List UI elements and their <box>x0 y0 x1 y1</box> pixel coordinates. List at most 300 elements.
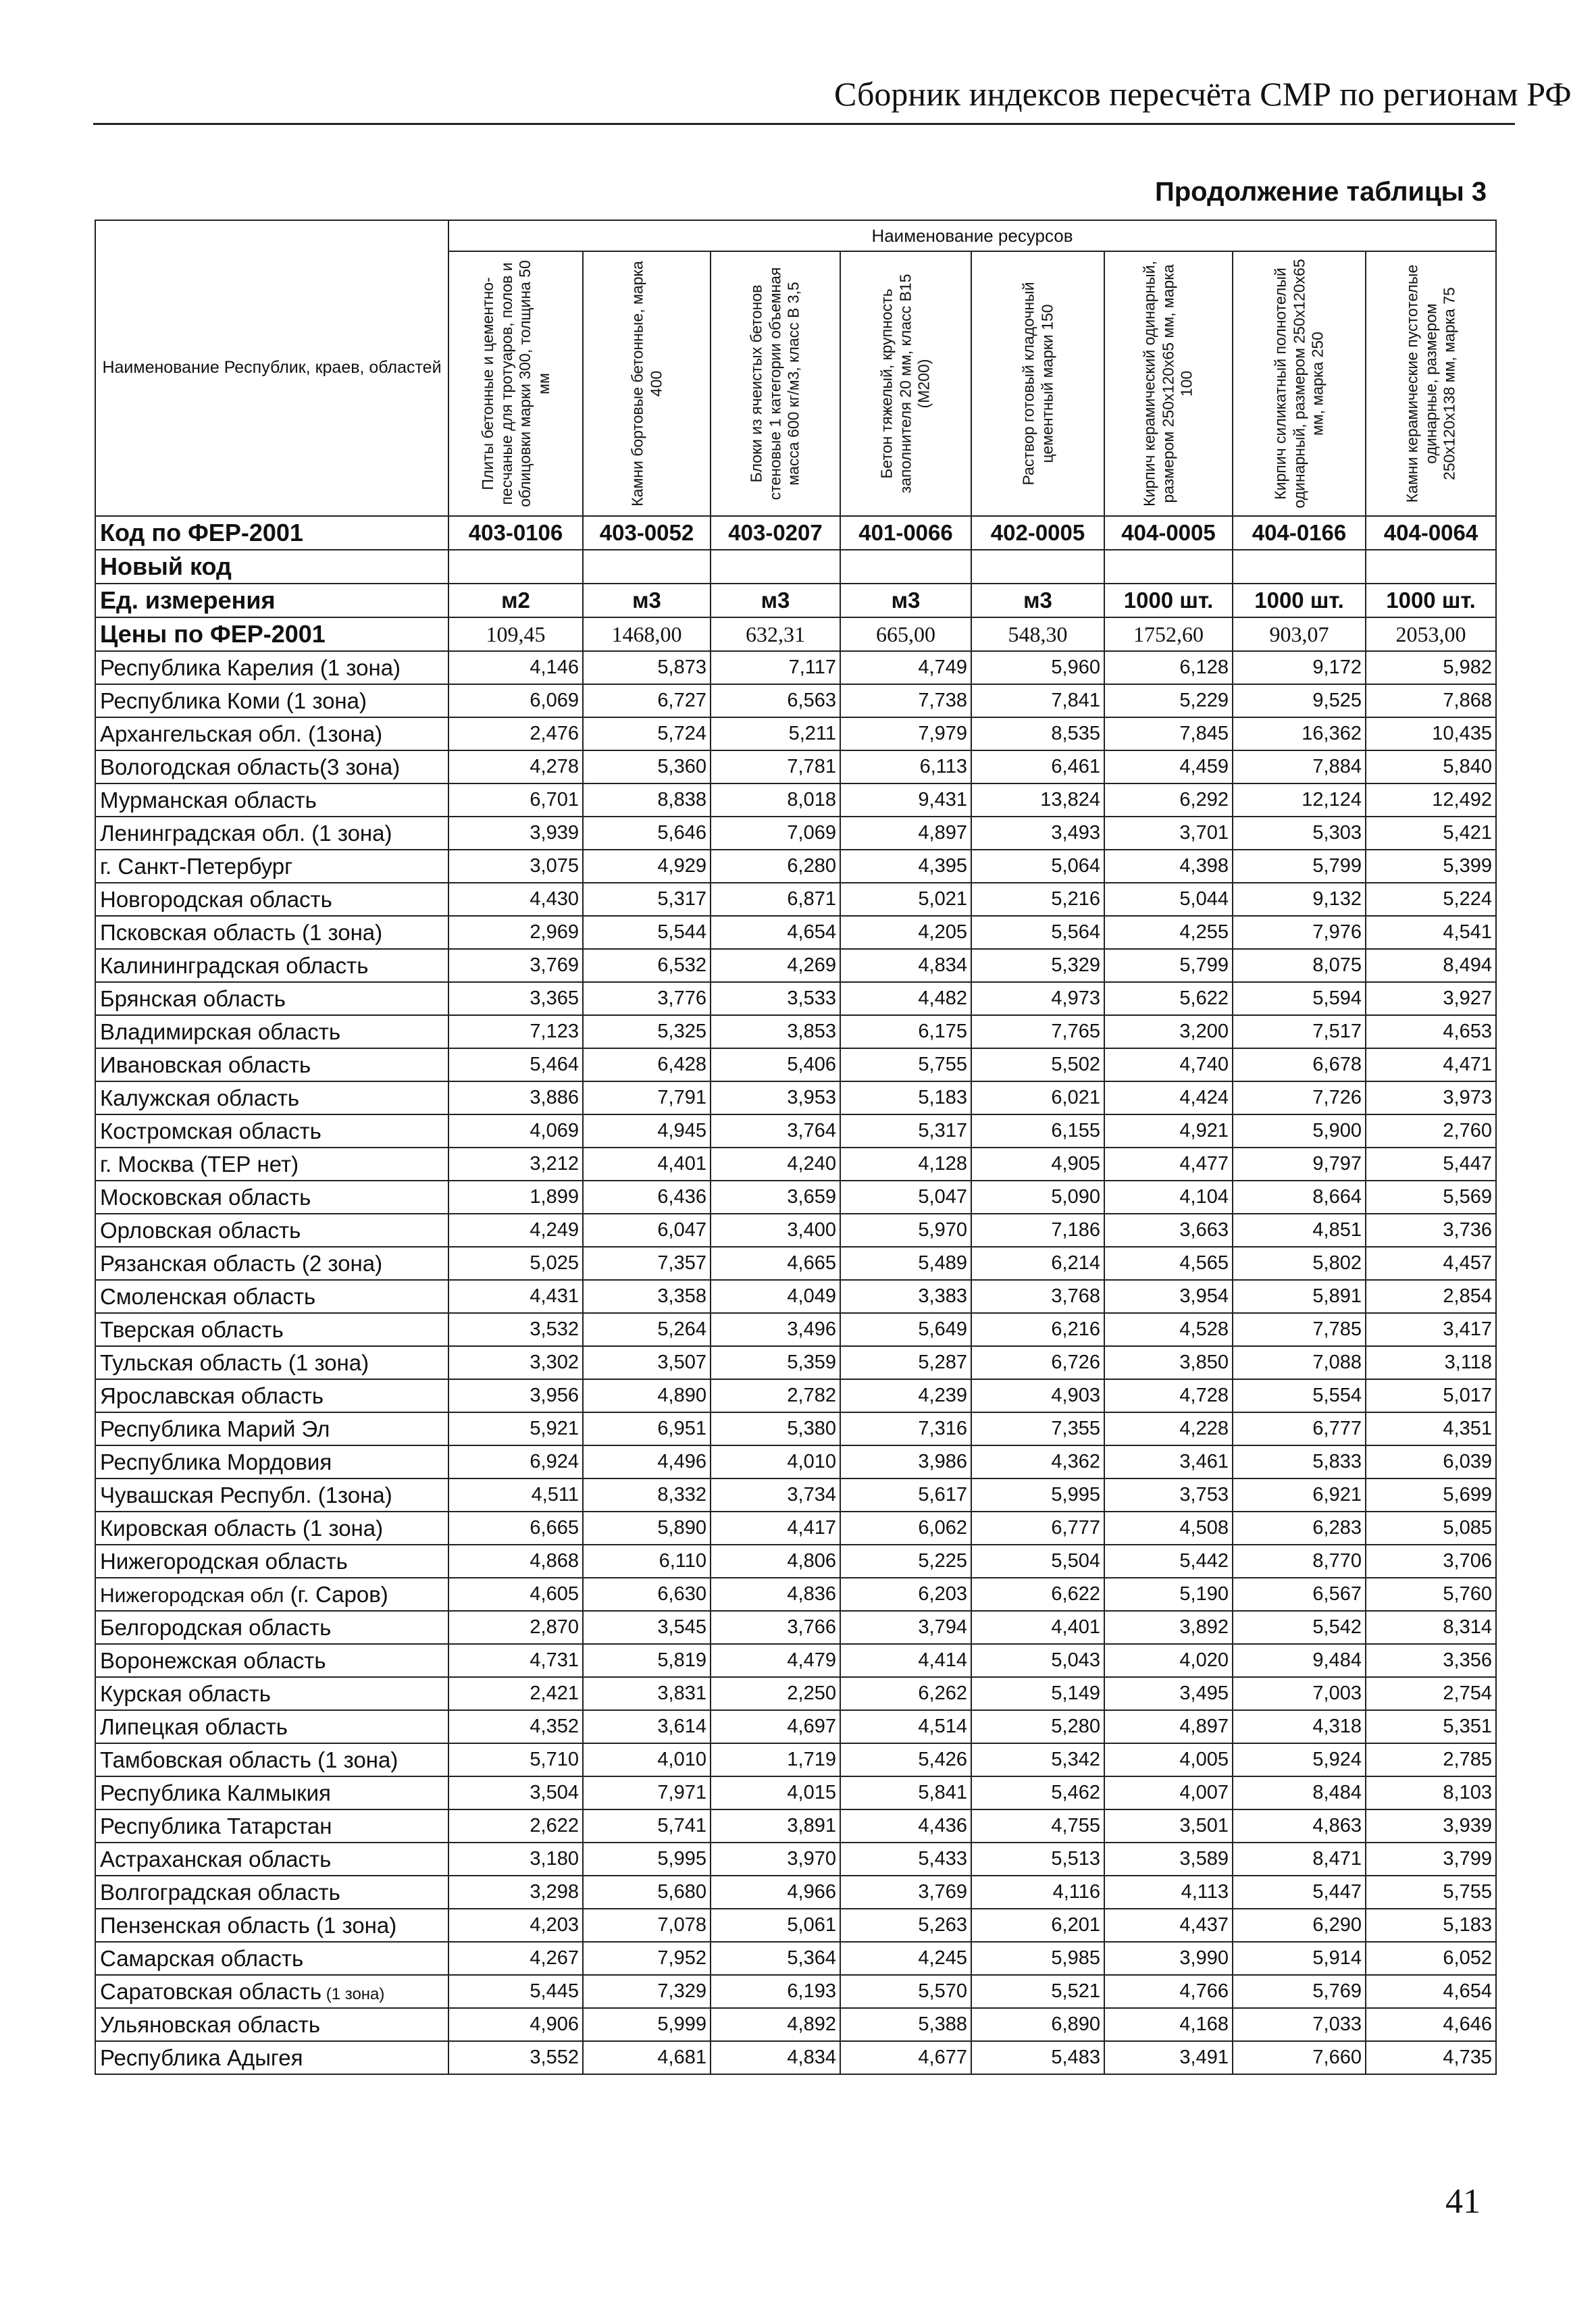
table-row <box>95 783 1496 817</box>
index-value: 9,525 <box>1233 684 1366 717</box>
resource-code: 403-0207 <box>711 516 840 550</box>
region-name <box>95 1876 448 1909</box>
region-label: Тверская область <box>100 1316 284 1342</box>
index-value: 3,986 <box>840 1445 971 1479</box>
index-value: 5,542 <box>1233 1611 1366 1644</box>
index-value: 7,791 <box>583 1081 711 1114</box>
index-value: 3,533 <box>711 982 840 1015</box>
index-value: 4,401 <box>583 1148 711 1181</box>
resource-column-title: Плиты бетонные и цементно-песчаные для тротуаров, полов и облицовки марки 300, толщина 50 мм <box>478 260 552 507</box>
index-value: 4,514 <box>840 1710 971 1743</box>
index-value: 5,445 <box>448 1975 583 2008</box>
index-value: 8,075 <box>1233 949 1366 982</box>
table-row <box>95 1412 1496 1445</box>
index-value: 6,777 <box>971 1512 1104 1545</box>
index-value: 4,352 <box>448 1710 583 1743</box>
resource-code: 404-0064 <box>1366 516 1496 550</box>
index-value: 4,945 <box>583 1114 711 1148</box>
index-value: 4,508 <box>1104 1512 1233 1545</box>
index-value: 8,770 <box>1233 1545 1366 1578</box>
resource-column-title: Бетон тяжелый, крупность заполнителя 20 мм, класс В15 (М200) <box>877 274 933 494</box>
index-value: 6,128 <box>1104 651 1233 684</box>
index-value: 5,617 <box>840 1479 971 1512</box>
index-value: 7,765 <box>971 1015 1104 1048</box>
index-value: 7,976 <box>1233 916 1366 949</box>
index-value: 4,740 <box>1104 1048 1233 1081</box>
index-value: 3,973 <box>1366 1081 1496 1114</box>
region-name <box>95 1743 448 1776</box>
new-code-cell <box>583 550 711 584</box>
index-value: 3,417 <box>1366 1313 1496 1346</box>
index-value: 3,496 <box>711 1313 840 1346</box>
region-name <box>95 1843 448 1876</box>
index-value: 5,090 <box>971 1181 1104 1214</box>
resource-column-title: Раствор готовый кладочный цементный марки 150 <box>1019 282 1056 486</box>
index-value: 3,927 <box>1366 982 1496 1015</box>
index-value: 7,781 <box>711 750 840 783</box>
index-value: 4,007 <box>1104 1776 1233 1809</box>
index-value: 5,504 <box>971 1545 1104 1578</box>
index-value: 6,113 <box>840 750 971 783</box>
region-column-header: Наименование Республик, краев, областей <box>95 220 448 516</box>
index-value: 3,614 <box>583 1710 711 1743</box>
index-value: 5,388 <box>840 2008 971 2041</box>
index-value: 7,033 <box>1233 2008 1366 2041</box>
index-value: 4,267 <box>448 1942 583 1975</box>
region-name <box>95 1048 448 1081</box>
table-row <box>95 1677 1496 1710</box>
index-value: 5,280 <box>971 1710 1104 1743</box>
price-cell: 1752,60 <box>1104 617 1233 651</box>
index-value: 3,799 <box>1366 1843 1496 1876</box>
unit-cell: м3 <box>840 584 971 617</box>
index-value: 5,799 <box>1233 850 1366 883</box>
table-row <box>95 1015 1496 1048</box>
resources-group-header: Наименование ресурсов <box>448 220 1496 251</box>
index-value: 5,970 <box>840 1214 971 1247</box>
region-label: Республика Калмыкия <box>100 1780 331 1805</box>
table-row <box>95 1909 1496 1942</box>
index-value: 5,483 <box>971 2041 1104 2074</box>
table-row <box>95 1247 1496 1280</box>
index-value: 4,903 <box>971 1379 1104 1412</box>
region-label: Саратовская область <box>100 1978 322 2004</box>
index-value: 6,436 <box>583 1181 711 1214</box>
unit-cell: м3 <box>711 584 840 617</box>
index-value: 7,726 <box>1233 1081 1366 1114</box>
region-label: Республика Татарстан <box>100 1813 332 1839</box>
index-value: 4,430 <box>448 883 583 916</box>
unit-cell: м3 <box>583 584 711 617</box>
index-value: 4,836 <box>711 1578 840 1611</box>
resource-column-title: Кирпич силикатный полнотелый одинарный, размером 250х120х65 мм, марка 250 <box>1271 259 1327 509</box>
index-value: 5,025 <box>448 1247 583 1280</box>
index-value: 4,868 <box>448 1545 583 1578</box>
index-value: 5,819 <box>583 1644 711 1677</box>
index-value: 6,727 <box>583 684 711 717</box>
region-name <box>95 1379 448 1412</box>
index-value: 7,738 <box>840 684 971 717</box>
index-value: 4,437 <box>1104 1909 1233 1942</box>
region-label: Республика Коми (1 зона) <box>100 688 367 713</box>
index-value: 3,552 <box>448 2041 583 2074</box>
index-value: 4,049 <box>711 1280 840 1313</box>
region-name <box>95 1214 448 1247</box>
index-value: 2,782 <box>711 1379 840 1412</box>
index-value: 5,061 <box>711 1909 840 1942</box>
index-value: 6,567 <box>1233 1578 1366 1611</box>
index-value: 6,155 <box>971 1114 1104 1148</box>
resource-column-header <box>1366 251 1496 516</box>
index-value: 4,318 <box>1233 1710 1366 1743</box>
index-value: 4,116 <box>971 1876 1104 1909</box>
index-value: 4,735 <box>1366 2041 1496 2074</box>
index-value: 8,664 <box>1233 1181 1366 1214</box>
new-code-cell <box>448 550 583 584</box>
index-value: 5,570 <box>840 1975 971 2008</box>
index-value: 5,513 <box>971 1843 1104 1876</box>
index-value: 3,853 <box>711 1015 840 1048</box>
region-name <box>95 1280 448 1313</box>
resource-column-header <box>448 251 583 516</box>
table-row <box>95 1148 1496 1181</box>
table-row <box>95 684 1496 717</box>
index-value: 6,201 <box>971 1909 1104 1942</box>
region-label: Нижегородская обл <box>100 1584 284 1607</box>
index-value: 5,760 <box>1366 1578 1496 1611</box>
index-value: 6,062 <box>840 1512 971 1545</box>
table-caption: Продолжение таблицы 3 <box>1155 177 1487 207</box>
index-value: 8,535 <box>971 717 1104 750</box>
price-cell: 632,31 <box>711 617 840 651</box>
index-value: 5,317 <box>840 1114 971 1148</box>
table-row <box>95 1048 1496 1081</box>
region-name <box>95 1015 448 1048</box>
region-label: Ярославская область <box>100 1383 324 1408</box>
unit-cell: 1000 шт. <box>1104 584 1233 617</box>
index-value: 5,044 <box>1104 883 1233 916</box>
region-name <box>95 783 448 817</box>
region-note: (1 зона) <box>321 1984 385 2003</box>
index-value: 4,511 <box>448 1479 583 1512</box>
index-value: 6,052 <box>1366 1942 1496 1975</box>
index-value: 6,039 <box>1366 1445 1496 1479</box>
region-label: Тульская область (1 зона) <box>100 1349 369 1375</box>
index-value: 3,970 <box>711 1843 840 1876</box>
region-label: Пензенская область (1 зона) <box>100 1912 397 1938</box>
index-value: 4,731 <box>448 1644 583 1677</box>
index-value: 3,212 <box>448 1148 583 1181</box>
table-row <box>95 1710 1496 1743</box>
index-value: 7,785 <box>1233 1313 1366 1346</box>
index-value: 7,316 <box>840 1412 971 1445</box>
index-value: 5,995 <box>583 1843 711 1876</box>
index-value: 8,332 <box>583 1479 711 1512</box>
index-value: 4,431 <box>448 1280 583 1313</box>
region-label: Ивановская область <box>100 1052 311 1077</box>
index-value: 5,833 <box>1233 1445 1366 1479</box>
resource-column-title: Кирпич керамический одинарный, размером 250х120х65 мм, марка 100 <box>1140 261 1195 507</box>
region-name <box>95 651 448 684</box>
index-value: 6,924 <box>448 1445 583 1479</box>
index-value: 3,956 <box>448 1379 583 1412</box>
index-value: 4,362 <box>971 1445 1104 1479</box>
index-value: 4,069 <box>448 1114 583 1148</box>
table-row <box>95 1081 1496 1114</box>
region-label: Воронежская область <box>100 1647 326 1673</box>
region-label: Новгородская область <box>100 886 332 912</box>
table-row <box>95 1611 1496 1644</box>
region-label: Костромская область <box>100 1118 321 1143</box>
index-value: 6,175 <box>840 1015 971 1048</box>
index-value: 6,069 <box>448 684 583 717</box>
region-name <box>95 1975 448 2008</box>
index-value: 4,528 <box>1104 1313 1233 1346</box>
index-value: 5,447 <box>1366 1148 1496 1181</box>
index-value: 5,021 <box>840 883 971 916</box>
resource-column-header <box>1104 251 1233 516</box>
table-row <box>95 1114 1496 1148</box>
index-value: 4,010 <box>711 1445 840 1479</box>
region-label: Калужская область <box>100 1085 300 1110</box>
region-name <box>95 1809 448 1843</box>
index-value: 7,971 <box>583 1776 711 1809</box>
region-label: Ульяновская область <box>100 2011 321 2037</box>
index-value: 4,665 <box>711 1247 840 1280</box>
table-row <box>95 883 1496 916</box>
index-value: 3,075 <box>448 850 583 883</box>
index-value: 5,264 <box>583 1313 711 1346</box>
index-value: 6,047 <box>583 1214 711 1247</box>
index-value: 4,755 <box>971 1809 1104 1843</box>
index-value: 4,104 <box>1104 1181 1233 1214</box>
resource-index-table <box>95 220 1497 2075</box>
index-value: 8,471 <box>1233 1843 1366 1876</box>
index-value: 8,103 <box>1366 1776 1496 1809</box>
index-value: 3,491 <box>1104 2041 1233 2074</box>
index-value: 5,421 <box>1366 817 1496 850</box>
index-value: 3,507 <box>583 1346 711 1379</box>
index-value: 3,990 <box>1104 1942 1233 1975</box>
index-value: 5,183 <box>840 1081 971 1114</box>
index-value: 3,768 <box>971 1280 1104 1313</box>
index-value: 5,646 <box>583 817 711 850</box>
index-value: 3,891 <box>711 1809 840 1843</box>
index-value: 3,501 <box>1104 1809 1233 1843</box>
page-number: 41 <box>1445 2182 1481 2221</box>
table-row <box>95 1942 1496 1975</box>
code-label: Код по ФЕР-2001 <box>95 516 448 550</box>
index-value: 5,064 <box>971 850 1104 883</box>
index-value: 5,873 <box>583 651 711 684</box>
index-value: 4,417 <box>711 1512 840 1545</box>
index-value: 4,245 <box>840 1942 971 1975</box>
index-value: 3,701 <box>1104 817 1233 850</box>
index-value: 5,502 <box>971 1048 1104 1081</box>
index-value: 6,890 <box>971 2008 1104 2041</box>
index-value: 3,532 <box>448 1313 583 1346</box>
index-value: 3,734 <box>711 1479 840 1512</box>
index-value: 5,921 <box>448 1412 583 1445</box>
region-label: Тамбовская область (1 зона) <box>100 1747 398 1772</box>
index-value: 5,710 <box>448 1743 583 1776</box>
unit-cell: м3 <box>971 584 1104 617</box>
index-value: 5,900 <box>1233 1114 1366 1148</box>
index-value: 10,435 <box>1366 717 1496 750</box>
table-row <box>95 1545 1496 1578</box>
region-name <box>95 1545 448 1578</box>
index-value: 12,492 <box>1366 783 1496 817</box>
region-label: Кировская область (1 зона) <box>100 1515 384 1541</box>
index-value: 4,471 <box>1366 1048 1496 1081</box>
region-label: Орловская область <box>100 1217 301 1243</box>
resource-code: 403-0052 <box>583 516 711 550</box>
index-value: 6,290 <box>1233 1909 1366 1942</box>
region-label: Рязанская область (2 зона) <box>100 1250 383 1276</box>
region-name <box>95 883 448 916</box>
index-value: 5,755 <box>1366 1876 1496 1909</box>
index-value: 5,359 <box>711 1346 840 1379</box>
region-label: Вологодская область(3 зона) <box>100 754 401 779</box>
index-value: 3,383 <box>840 1280 971 1313</box>
region-name <box>95 1644 448 1677</box>
index-value: 6,280 <box>711 850 840 883</box>
index-value: 4,728 <box>1104 1379 1233 1412</box>
index-value: 4,863 <box>1233 1809 1366 1843</box>
region-name <box>95 1247 448 1280</box>
index-value: 3,764 <box>711 1114 840 1148</box>
region-name <box>95 1148 448 1181</box>
index-value: 4,269 <box>711 949 840 982</box>
index-value: 6,461 <box>971 750 1104 783</box>
index-value: 7,069 <box>711 817 840 850</box>
region-note: (г. Саров) <box>284 1581 388 1607</box>
index-value: 5,229 <box>1104 684 1233 717</box>
region-name <box>95 1479 448 1512</box>
unit-cell: 1000 шт. <box>1366 584 1496 617</box>
region-name <box>95 1611 448 1644</box>
index-value: 3,939 <box>1366 1809 1496 1843</box>
index-value: 5,982 <box>1366 651 1496 684</box>
index-value: 6,563 <box>711 684 840 717</box>
region-label: г. Санкт-Петербург <box>100 853 293 879</box>
index-value: 7,329 <box>583 1975 711 2008</box>
index-value: 6,283 <box>1233 1512 1366 1545</box>
index-value: 5,183 <box>1366 1909 1496 1942</box>
region-label: Владимирская область <box>100 1019 341 1044</box>
new-code-cell <box>840 550 971 584</box>
index-value: 6,951 <box>583 1412 711 1445</box>
region-name <box>95 817 448 850</box>
index-value: 5,960 <box>971 651 1104 684</box>
table-row <box>95 651 1496 684</box>
index-value: 6,214 <box>971 1247 1104 1280</box>
index-value: 5,216 <box>971 883 1104 916</box>
header-rule <box>93 123 1515 125</box>
index-value: 2,421 <box>448 1677 583 1710</box>
index-value: 1,719 <box>711 1743 840 1776</box>
index-value: 3,504 <box>448 1776 583 1809</box>
index-value: 3,545 <box>583 1611 711 1644</box>
index-value: 5,464 <box>448 1048 583 1081</box>
region-label: Архангельская обл. (1зона) <box>100 721 383 746</box>
index-value: 3,400 <box>711 1214 840 1247</box>
index-value: 3,180 <box>448 1843 583 1876</box>
index-value: 4,479 <box>711 1644 840 1677</box>
index-value: 5,462 <box>971 1776 1104 1809</box>
index-value: 2,760 <box>1366 1114 1496 1148</box>
table-row <box>95 1346 1496 1379</box>
index-value: 4,205 <box>840 916 971 949</box>
index-value: 5,149 <box>971 1677 1104 1710</box>
index-value: 3,766 <box>711 1611 840 1644</box>
index-value: 9,132 <box>1233 883 1366 916</box>
index-value: 4,278 <box>448 750 583 783</box>
index-value: 6,921 <box>1233 1479 1366 1512</box>
region-label: Мурманская область <box>100 787 317 813</box>
index-value: 6,292 <box>1104 783 1233 817</box>
index-value: 6,665 <box>448 1512 583 1545</box>
index-value: 6,110 <box>583 1545 711 1578</box>
index-value: 3,298 <box>448 1876 583 1909</box>
region-name <box>95 949 448 982</box>
index-value: 5,442 <box>1104 1545 1233 1578</box>
index-value: 4,697 <box>711 1710 840 1743</box>
index-value: 4,203 <box>448 1909 583 1942</box>
new-code-cell <box>1104 550 1233 584</box>
index-value: 5,564 <box>971 916 1104 949</box>
index-value: 7,884 <box>1233 750 1366 783</box>
index-value: 4,834 <box>840 949 971 982</box>
index-value: 4,749 <box>840 651 971 684</box>
index-value: 4,929 <box>583 850 711 883</box>
region-label: Псковская область (1 зона) <box>100 919 383 945</box>
index-value: 7,357 <box>583 1247 711 1280</box>
index-value: 4,010 <box>583 1743 711 1776</box>
index-value: 5,085 <box>1366 1512 1496 1545</box>
index-value: 8,838 <box>583 783 711 817</box>
index-value: 3,589 <box>1104 1843 1233 1876</box>
index-value: 4,398 <box>1104 850 1233 883</box>
index-value: 6,777 <box>1233 1412 1366 1445</box>
region-label: Калининградская область <box>100 952 369 978</box>
region-name <box>95 1346 448 1379</box>
index-value: 5,699 <box>1366 1479 1496 1512</box>
table-row <box>95 1843 1496 1876</box>
resource-column-title: Камни бортовые бетонные, марка 400 <box>627 261 665 507</box>
index-value: 5,380 <box>711 1412 840 1445</box>
index-value: 5,364 <box>711 1942 840 1975</box>
index-value: 6,216 <box>971 1313 1104 1346</box>
index-value: 16,362 <box>1233 717 1366 750</box>
region-label: Брянская область <box>100 985 286 1011</box>
index-value: 5,841 <box>840 1776 971 1809</box>
region-label: г. Москва (ТЕР нет) <box>100 1151 299 1177</box>
index-value: 7,979 <box>840 717 971 750</box>
index-value: 5,287 <box>840 1346 971 1379</box>
region-label: Московская область <box>100 1184 311 1210</box>
index-value: 5,447 <box>1233 1876 1366 1909</box>
index-value: 4,851 <box>1233 1214 1366 1247</box>
region-label: Смоленская область <box>100 1283 316 1309</box>
table-row <box>95 1479 1496 1512</box>
region-label: Республика Карелия (1 зона) <box>100 654 401 680</box>
index-value: 4,654 <box>711 916 840 949</box>
region-label: Республика Марий Эл <box>100 1416 330 1441</box>
index-value: 3,831 <box>583 1677 711 1710</box>
resource-column-header <box>1233 251 1366 516</box>
index-value: 4,436 <box>840 1809 971 1843</box>
